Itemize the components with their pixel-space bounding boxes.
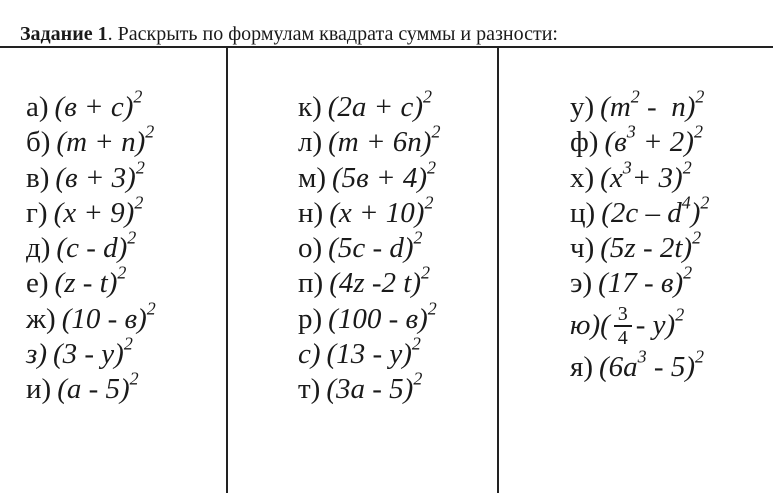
column-divider-2 [497,48,499,493]
task-label: Задание 1 [20,23,108,45]
task-header [20,22,558,46]
exercise-item: э) (17 - в)$^2$ [570,262,693,300]
exercise-table [0,48,773,493]
exercise-item: б) $(m + n)^2$ [26,121,155,159]
exercise-item: в) $(в + 3)^2$ [26,157,145,194]
exercise-item: у) $(m^2 - n)^2$ [570,86,705,123]
column-2 [298,86,441,408]
column-1 [26,86,156,408]
exercise-item: д) (c - d)$^2$ [26,227,137,265]
column-3 [570,86,710,385]
exercise-item: я) $(6a^3 - 5)^2$ [570,346,704,383]
exercise-item: ю)( $\frac{3}{4}$ - y)$^2$ [570,303,685,349]
exercise-item: о) (5c - d)$^2$ [298,227,423,265]
exercise-item: к) $(2a + c)^2$ [298,86,433,123]
exercise-item: л) $(m + 6n)^2$ [298,121,441,159]
exercise-item: ф) $(в^3 + 2)^2$ [570,121,703,159]
exercise-item: р) (100 - в)$^2$ [298,298,437,335]
column-divider-1 [226,48,228,493]
exercise-item: и) (a - 5)$^2$ [26,368,139,406]
fraction: $\frac{3}{4}$ [614,304,632,348]
exercise-item: г) $(x + 9)^2$ [26,192,144,229]
exercise-item: с) (13 - y)$^2$ [298,333,421,371]
exercise-item: м) $(5в + 4)^2$ [298,157,436,194]
exercise-item: х) $(x^3+ 3)^2$ [570,157,692,194]
exercise-item: ц) $(2c - d^4)^2$ [570,192,710,229]
exercise-item: ж) (10 - в)$^2$ [26,298,156,335]
exercise-item: а) $(в + с)^2$ [26,86,143,123]
exercise-item: т) (3a - 5)$^2$ [298,368,423,406]
exercise-item: п) (4z -2 t)$^2$ [298,262,431,300]
exercise-item: н) $(x + 10)^2$ [298,192,434,229]
exercise-item: е) (z - t)$^2$ [26,262,127,300]
exercise-item: з) (3 - y)$^2$ [26,333,133,371]
exercise-item: ч) (5z - 2t)$^2$ [570,227,702,265]
task-text: . Раскрыть по формулам квадрата суммы и разности: [107,23,558,45]
